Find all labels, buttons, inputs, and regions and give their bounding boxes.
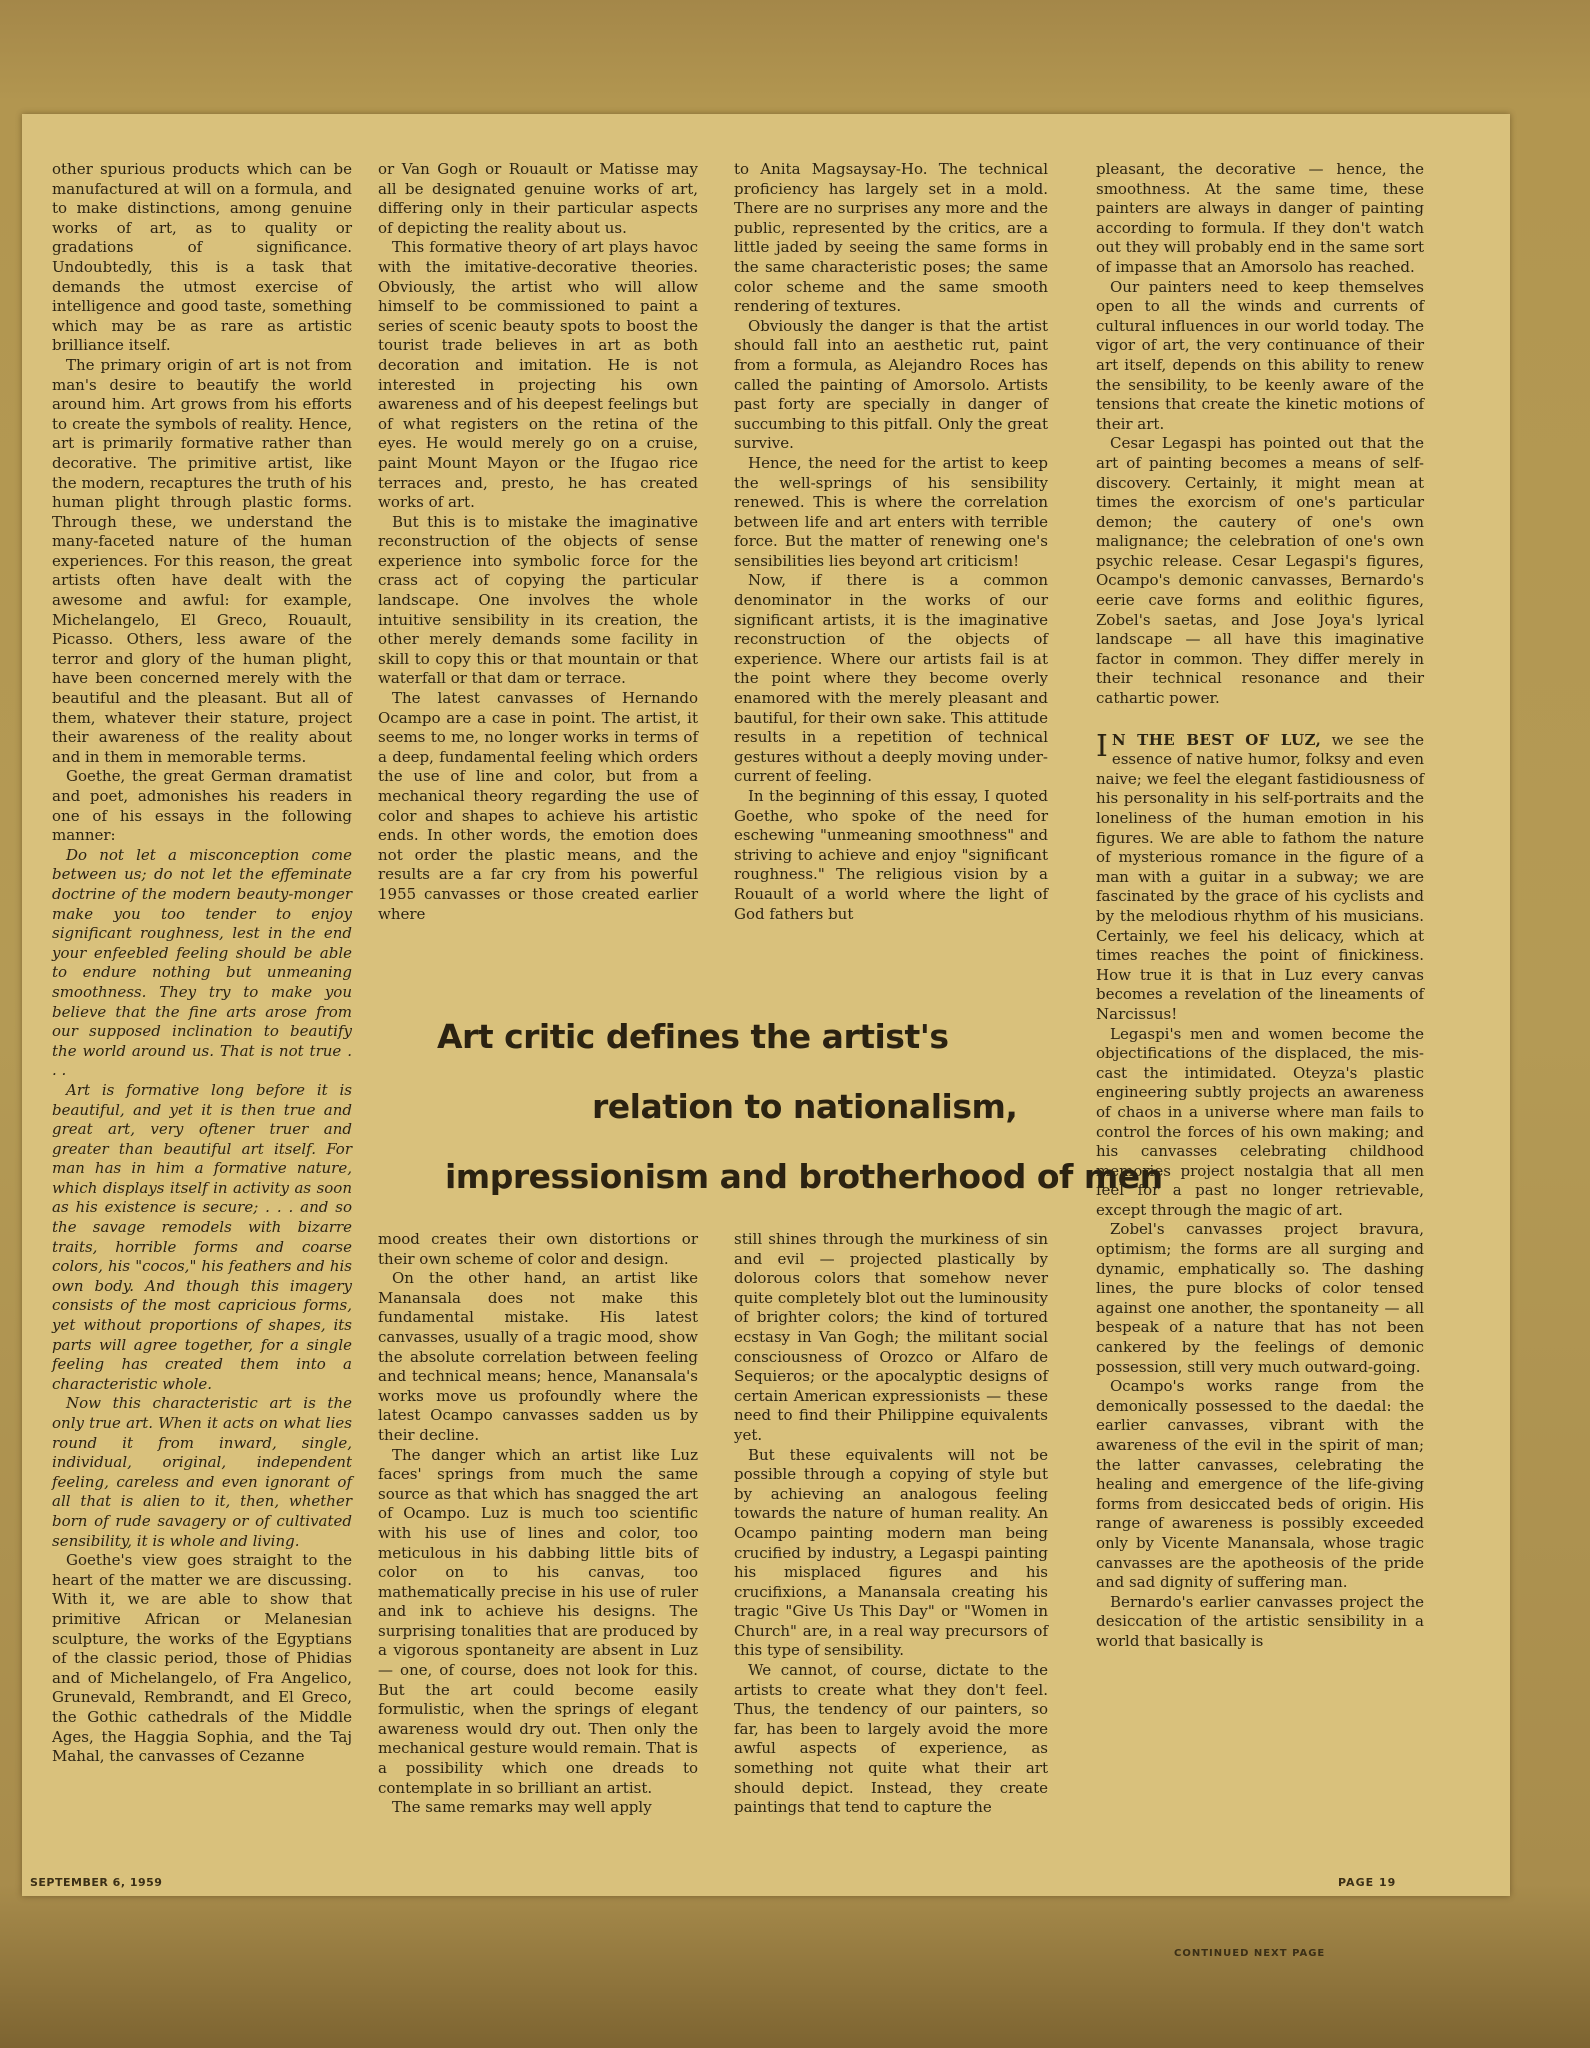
- paragraph: Obviously the danger is that the artist should fall into an aesthetic rut, paint from a formula, as Alejandro Roces has called the painting of Amorsolo. Artists past forty are specially in danger of succumbing to this pitfall. Only the great survive.: [734, 316, 1048, 453]
- headline-line-2: relation to nationalism,: [592, 1087, 1018, 1126]
- drop-cap: I: [1096, 728, 1108, 764]
- paragraph: Our painters need to keep themselves open to all the winds and currents of cultural influences in our world today. The vigor of art, the very continuance of their art itself, depends on this ability to renew the sensibility, to be keenly aware of the tensions that create the kinetic motions of their art.: [1096, 277, 1424, 433]
- paragraph: pleasant, the decorative — hence, the smoothness. At the same time, these painters are always in danger of painting according to formula. If they don't watch out they will probably end in the same sort of impasse that an Amorsolo has reached.: [1096, 160, 1424, 276]
- headline-line-3: impressionism and brotherhood of men: [445, 1157, 1163, 1196]
- paragraph: Hence, the need for the artist to keep the well-springs of his sensibility renewed. This is where the correlation between life and art enters with terrible force. But the matter of renewing one's sensibilities lies beyond art criticism!: [734, 453, 1048, 570]
- article-column-2-lower: [378, 1230, 698, 1818]
- section-opening-paragraph: [1096, 728, 1424, 1025]
- paragraph: But these equivalents will not be possible through a copying of style but by achieving an analogous feeling towards the nature of human reality. An Ocampo painting modern man being crucified by industry, a Legaspi painting his misplaced figures and his crucifixions, a Manansala creating his tragic "Give Us This Day" or "Women in Church" are, in a real way precursors of this type of sensibility.: [734, 1445, 1048, 1660]
- paragraph: The same remarks may well apply: [392, 1798, 652, 1817]
- paragraph: The latest canvasses of Hernando Ocampo are a case in point. The artist, it seems to me, no longer works in terms of a deep, fundamental feeling which orders the use of line and color, but from a mechanical theory regarding the use of color and shapes to achieve his artistic ends. In other words, the emotion does not order the plastic means, and the results are a far cry from his powerful 1955 canvasses or those created earlier where: [378, 689, 698, 923]
- paragraph: We cannot, of course, dictate to the artists to create what they don't feel. Thus, the tendency of our painters, so far, has been to largely avoid the more awful aspects of experience, as something not quite what their art should depict. Instead, they create paintings that tend to capture the: [734, 1661, 1048, 1817]
- paragraph: other spurious products which can be manufactured at will on a formula, and to make distinctions, among genuine works of art, as to quality or gradations of significance. Undoubtedly, this is a task that demands the utmost exercise of intelligence and good taste, something which may be as rare as artistic brilliance itself.: [52, 160, 352, 355]
- paragraph: Cesar Legaspi has pointed out that the art of painting becomes a means of self-discovery. Certainly, it might mean at times the exorcism of one's particular demon; the cautery of one's own malignance; the celebration of one's own psychic release. Cesar Legaspi's figures, Ocampo's demonic canvasses, Bernardo's eerie cave forms and eolithic figures, Zobel's saetas, and Jose Joya's lyrical landscape — all have this imaginative factor in common. They differ merely in their technical resonance and their cathartic power.: [1096, 434, 1424, 708]
- issue-date: SEPTEMBER 6, 1959: [30, 1876, 163, 1889]
- paragraph: to Anita Magsaysay-Ho. The technical proficiency has largely set in a mold. There are no surprises any more and the public, represented by the critics, are a little jaded by seeing the same forms in the same characteristic poses; the same color scheme and the same smooth rendering of textures.: [734, 160, 1048, 316]
- paragraph: or Van Gogh or Rouault or Matisse may all be designated genuine works of art, differing only in their particular aspects of depicting the reality about us.: [378, 160, 698, 237]
- paragraph: mood creates their own distortions or their own scheme of color and design.: [378, 1230, 698, 1268]
- magazine-page: [22, 114, 1510, 1959]
- paragraph: But this is to mistake the imaginative reconstruction of the objects of sense experience into symbolic force for the crass act of copying the particular landscape. One involves the whole intuitive sensibility in its creation, the other merely demands some facility in skill to copy this or that mountain or that waterfall or that dam or terrace.: [378, 512, 698, 688]
- paragraph: This formative theory of art plays havoc with the imitative-decorative theories. Obviously, the artist who will allow himself to be commissioned to paint a series of scenic beauty spots to boost the tourist trade believes in art as both decoration and imitation. He is not interested in projecting his own awareness and of his deepest feelings but of what registers on the retina of the eyes. He would merely go on a cruise, paint Mount Mayon or the Ifugao rice terraces and, presto, he has created works of art.: [378, 238, 698, 512]
- article-column-3-lower: [734, 1230, 1048, 1818]
- paragraph-text: we see the essence of native humor, folksy and even naive; we feel the elegant fastidiousness of his personality in his self-portraits and the loneliness of the human emotion in his figures. We are able to fathom the nature of mysterious romance in the figure of a man with a guitar in a subway; we are fascinated by the grace of his cyclists and by the melodious rhythm of his musicians. Certainly, we feel his delicacy, which at times reaches the point of finickiness. How true it is that in Luz every canvas becomes a revelation of the lineaments of Narcissus!: [1096, 730, 1424, 1023]
- page-number: PAGE 19: [1338, 1876, 1397, 1889]
- lead-in-caps: N THE BEST OF LUZ,: [1111, 730, 1322, 749]
- headline-line-1: Art critic defines the artist's: [437, 1017, 949, 1056]
- paragraph: Bernardo's earlier canvasses project the desiccation of the artistic sensibility in a world that basically is: [1096, 1592, 1424, 1650]
- paragraph: The primary origin of art is not from man's desire to beautify the world around him. Art grows from his efforts to create the symbols of reality. Hence, art is primarily formative rather than decorative. The primitive artist, like the modern, recaptures the truth of his human plight through plastic forms. Through these, we understand the many-faceted nature of the human experiences. For this reason, the great artists often have dealt with the awesome and awful: for example, Michelangelo, El Greco, Rouault, Picasso. Others, less aware of the terror and glory of the human plight, have been concerned merely with the beautiful and the pleasant. But all of them, whatever their stature, project their awareness of the reality about and in them in memorable terms.: [52, 355, 352, 766]
- continued-next-page: CONTINUED NEXT PAGE: [1174, 1948, 1326, 1959]
- goethe-quote: Now this characteristic art is the only true art. When it acts on what lies round it from inward, single, individual, original, independent feeling, careless and even ignorant of all that is alien to it, then, whether born of rude savagery or of cultivated sensibility, it is whole and living.: [52, 1394, 352, 1550]
- paragraph: On the other hand, an artist like Manansala does not make this fundamental mistake. His latest canvasses, usually of a tragic mood, show the absolute correlation between feeling and technical means; hence, Manansala's works move us profoundly where the latest Ocampo canvasses sadden us by their decline.: [378, 1269, 698, 1444]
- paragraph: In the beginning of this essay, I quoted Goethe, who spoke of the need for eschewing "unmeaning smoothness" and striving to achieve and enjoy "significant roughness." The religious vision by a Rouault of a world where the light of God fathers but: [734, 787, 1048, 923]
- article-column-1: [52, 160, 352, 1767]
- article-column-2: [378, 160, 698, 924]
- paragraph: Goethe, the great German dramatist and poet, admonishes his readers in one of his essays in the following manner:: [52, 767, 352, 845]
- article-column-4: [1096, 160, 1424, 1652]
- paragraph: Goethe's view goes straight to the heart of the matter we are discussing. With it, we are able to show that primitive African or Melanesian sculpture, the works of the Egyptians of the classic period, those of Phidias and of Michelangelo, of Fra Angelico, Grunevald, Rembrandt, and El Greco, the Gothic cathedrals of the Middle Ages, the Haggia Sophia, and the Taj Mahal, the canvasses of Cezanne: [52, 1551, 352, 1766]
- paragraph: Now, if there is a common denominator in the works of our significant artists, it is the imaginative reconstruction of the objects of experience. Where our artists fail is at the point where they become overly enamored with the merely pleasant and bautiful, for their own sake. This attitude results in a repetition of technical gestures without a deeply moving under-current of feeling.: [734, 571, 1048, 786]
- article-headline: [417, 1002, 1163, 1212]
- paragraph: still shines through the murkiness of sin and evil — projected plastically by dolorous colors that somehow never quite completely blot out the luminousity of brighter colors; the kind of tortured ecstasy in Van Gogh; the militant social consciousness of Orozco or Alfaro de Sequieros; or the apocalyptic designs of certain American expressionists — these need to find their Philippine equivalents yet.: [734, 1230, 1048, 1444]
- paragraph: Zobel's canvasses project bravura, optimism; the forms are all surging and dynamic, emphatically so. The dashing lines, the pure blocks of color tensed against one another, the spontaneity — all bespeak of a nature that has not been cankered by the feelings of demonic possession, still very much outward-going.: [1096, 1220, 1424, 1376]
- paragraph: Ocampo's works range from the demonically possessed to the daedal: the earlier canvasses, vibrant with the awareness of the evil in the spirit of man; the latter canvasses, celebrating the healing and emergence of the life-giving forms from desiccated beds of origin. His range of awareness is possibly exceeded only by Vicente Manansala, whose tragic canvasses are the apotheosis of the pride and sad dignity of suffering man.: [1096, 1377, 1424, 1592]
- goethe-quote: Art is formative long before it is beautiful, and yet it is then true and great art, very oftener truer and greater than beautiful art itself. For man has in him a formative nature, which displays itself in activity as soon as his existence is secure; . . . and so the savage remodels with bizarre traits, horrible forms and coarse colors, his "cocos," his feathers and his own body. And though this imagery consists of the most capricious forms, yet without proportions of shapes, its parts will agree together, for a single feeling has created them into a characteristic whole.: [52, 1080, 352, 1393]
- article-column-3: [734, 160, 1048, 924]
- paragraph: Legaspi's men and women become the objectifications of the displaced, the mis-cast the intimidated. Oteyza's plastic engineering subtly projects an awareness of chaos in a universe where man fails to control the forces of his own making; and his canvasses celebrating childhood memories project nostalgia that all men feel for a past no longer retrievable, except through the magic of art.: [1096, 1024, 1424, 1219]
- goethe-quote: Do not let a misconception come between us; do not let the effeminate doctrine of the modern beauty-monger make you too tender to enjoy significant roughness, lest in the end your enfeebled feeling should be able to endure nothing but unmeaning smoothness. They try to make you believe that the fine arts arose from our supposed inclination to beautify the world around us. That is not true . . .: [52, 845, 352, 1080]
- paragraph: The danger which an artist like Luz faces' springs from much the same source as that which has snagged the art of Ocampo. Luz is much too scientific with his use of lines and color, too meticulous in his dabbing little bits of color on to his canvas, too mathematically precise in his use of ruler and ink to achieve his designs. The surprising tonalities that are produced by a vigorous spontaneity are absent in Luz — one, of course, does not look for this. But the art could become easily formulistic, when the springs of elegant awareness would dry out. Then only the mechanical gesture would remain. That is a possibility which one dreads to contemplate in so brilliant an artist.: [378, 1445, 698, 1797]
